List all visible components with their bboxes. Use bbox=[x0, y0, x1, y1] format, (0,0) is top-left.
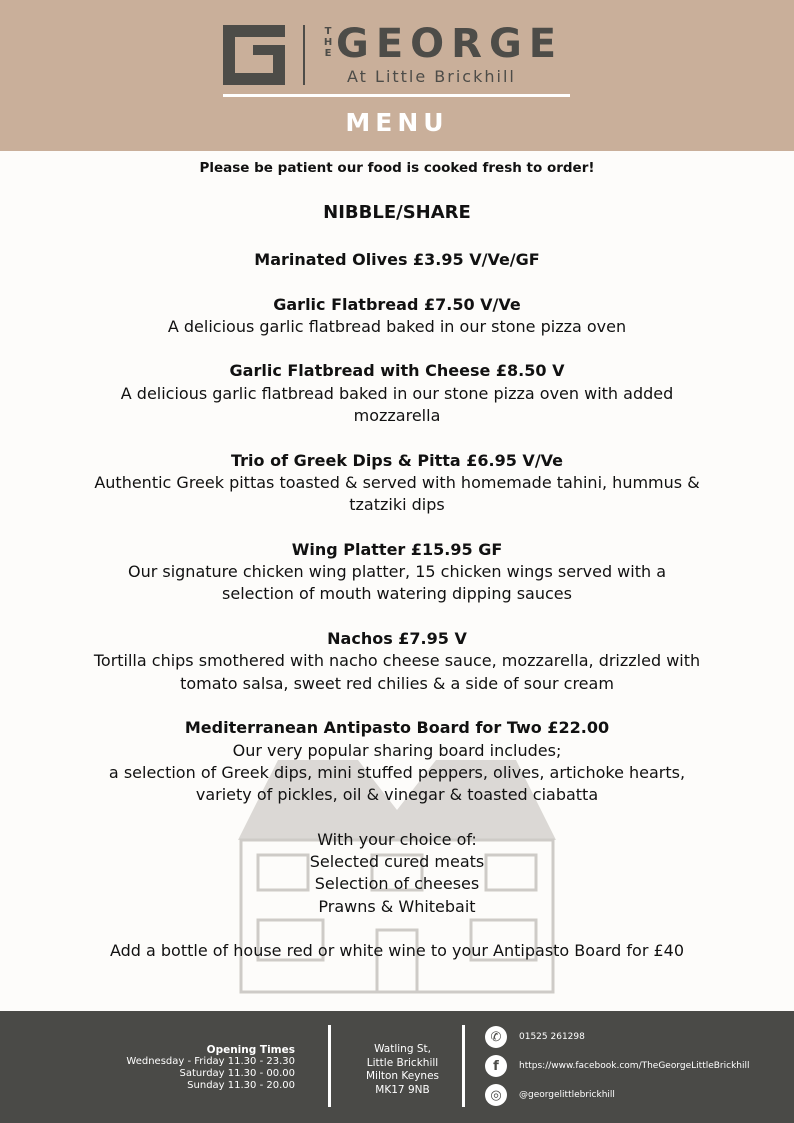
menu-item-description: A delicious garlic flatbread baked in our stone pizza oven bbox=[167, 316, 627, 336]
address-line: Watling St, bbox=[374, 1043, 431, 1055]
menu-item bbox=[0, 940, 794, 962]
hours-line: Wednesday - Friday 11.30 - 23.30 bbox=[126, 1056, 295, 1067]
menu-item-description: Selected cured meats bbox=[309, 852, 485, 872]
menu-item-description: A delicious garlic flatbread baked in our stone pizza oven with added bbox=[120, 383, 674, 403]
menu-item-title: Trio of Greek Dips & Pitta £6.95 V/Ve bbox=[230, 450, 564, 470]
opening-times-title: Opening Times bbox=[206, 1044, 295, 1056]
menu-item bbox=[0, 294, 794, 339]
menu-item-description: mozzarella bbox=[353, 406, 441, 426]
logo-subtitle: At Little Brickhill bbox=[347, 67, 516, 86]
section-heading: NIBBLE/SHARE bbox=[323, 202, 471, 223]
hours-line: Sunday 11.30 - 20.00 bbox=[187, 1080, 295, 1091]
facebook-link[interactable] bbox=[485, 1055, 750, 1077]
footer bbox=[0, 1011, 794, 1123]
logo-name: GEORGE bbox=[336, 21, 564, 67]
menu-item-description: tzatziki dips bbox=[349, 495, 445, 515]
header-rule bbox=[223, 94, 570, 97]
menu-item-description: With your choice of: bbox=[317, 829, 477, 849]
menu-item-description: variety of pickles, oil & vinegar & toasted ciabatta bbox=[195, 785, 599, 805]
header bbox=[0, 0, 794, 151]
menu-item-description: Authentic Greek pittas toasted & served with homemade tahini, hummus & bbox=[94, 472, 700, 492]
menu-item-description: selection of mouth watering dipping sauces bbox=[222, 584, 572, 604]
facebook-url: https://www.facebook.com/TheGeorgeLittleBrickhill bbox=[519, 1061, 750, 1071]
menu-item bbox=[0, 249, 794, 271]
menu-item-description: Our signature chicken wing platter, 15 chicken wings served with a bbox=[127, 562, 667, 582]
menu-item-description: tomato salsa, sweet red chilies & a side of sour cream bbox=[180, 673, 614, 693]
facebook-icon: f bbox=[485, 1055, 507, 1077]
menu-item-title: Garlic Flatbread £7.50 V/Ve bbox=[273, 294, 521, 314]
menu-item-description: Tortilla chips smothered with nacho cheese sauce, mozzarella, drizzled with bbox=[93, 651, 701, 671]
menu-item bbox=[0, 539, 794, 606]
menu-item-title: Wing Platter £15.95 GF bbox=[291, 539, 503, 559]
menu-item-description: Our very popular sharing board includes; bbox=[232, 740, 562, 760]
address-line: MK17 9NB bbox=[375, 1083, 430, 1096]
menu-item-title: Nachos £7.95 V bbox=[327, 629, 467, 649]
instagram-icon: ◎ bbox=[485, 1084, 507, 1106]
menu-item bbox=[0, 360, 794, 427]
menu-item bbox=[0, 628, 794, 695]
menu-content bbox=[0, 157, 794, 985]
address-line: Little Brickhill bbox=[366, 1056, 439, 1069]
menu-item-description: Add a bottle of house red or white wine to your Antipasto Board for £40 bbox=[109, 941, 685, 961]
phone-icon: ✆ bbox=[485, 1026, 507, 1048]
menu-item-title: Garlic Flatbread with Cheese £8.50 V bbox=[229, 361, 565, 381]
menu-title: MENU bbox=[345, 108, 449, 137]
phone-number: 01525 261298 bbox=[519, 1032, 585, 1042]
footer-divider bbox=[462, 1025, 465, 1107]
menu-item-title: Marinated Olives £3.95 V/Ve/GF bbox=[254, 250, 540, 269]
menu-item bbox=[0, 717, 794, 806]
address-line: Milton Keynes bbox=[365, 1070, 440, 1082]
instagram-handle: @georgelittlebrickhill bbox=[519, 1090, 615, 1100]
instagram-link[interactable] bbox=[485, 1084, 615, 1106]
menu-item-title: Mediterranean Antipasto Board for Two £22.00 bbox=[184, 718, 610, 738]
opening-times bbox=[126, 1044, 295, 1092]
menu-item-description: Prawns & Whitebait bbox=[318, 896, 476, 916]
menu-item-description: a selection of Greek dips, mini stuffed peppers, olives, artichoke hearts, bbox=[108, 762, 686, 782]
logo-divider bbox=[303, 25, 305, 85]
menu-item bbox=[0, 450, 794, 517]
footer-divider bbox=[328, 1025, 331, 1107]
logo-the: T H E bbox=[323, 26, 333, 59]
tagline: Please be patient our food is cooked fresh to order! bbox=[199, 160, 595, 176]
hours-line: Saturday 11.30 - 00.00 bbox=[179, 1068, 295, 1079]
logo-g-icon bbox=[223, 25, 285, 85]
menu-item bbox=[0, 829, 794, 918]
address bbox=[355, 1043, 450, 1097]
menu-item-description: Selection of cheeses bbox=[314, 874, 480, 894]
phone-contact[interactable] bbox=[485, 1026, 585, 1048]
